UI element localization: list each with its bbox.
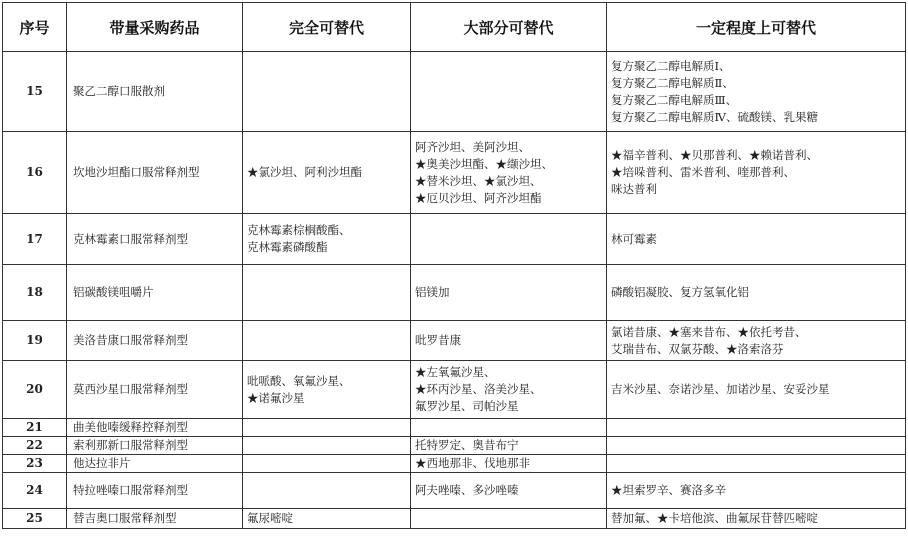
- fully-replaceable-cell: [243, 361, 411, 419]
- mostly-replaceable-cell-line: 阿齐沙坦、美阿沙坦、: [415, 139, 530, 154]
- procured-drug-cell: 坎地沙坦酯口服常释剂型: [67, 132, 243, 214]
- fully-replaceable-cell: [243, 455, 411, 473]
- row-number: 23: [3, 455, 67, 473]
- row-number: 21: [3, 419, 67, 437]
- mostly-replaceable-cell-line: ★左氧氟沙星、: [415, 365, 496, 379]
- partially-replaceable-cell-line: 林可霉素: [611, 231, 657, 246]
- partially-replaceable-cell-line: 复方聚乙二醇电解质Ⅱ、: [611, 75, 734, 90]
- fully-replaceable-cell: [243, 473, 411, 509]
- procured-drug-cell: 特拉唑嗪口服常释剂型: [67, 473, 243, 509]
- fully-replaceable-cell: [243, 265, 411, 321]
- partially-replaceable-cell-line: 咪达普利: [611, 182, 657, 196]
- partially-replaceable-cell-line: ★培哚普利、雷米普利、喹那普利、: [611, 165, 795, 179]
- mostly-replaceable-cell: [411, 214, 607, 265]
- row-number: 22: [3, 437, 67, 455]
- header-fully-replaceable: 完全可替代: [243, 3, 411, 52]
- partially-replaceable-cell: [607, 321, 906, 361]
- mostly-replaceable-cell: [411, 361, 607, 419]
- mostly-replaceable-cell-line: ★西地那非、伐地那非: [415, 456, 530, 470]
- fully-replaceable-cell-line: ★诺氟沙星: [247, 390, 305, 405]
- table-row: [3, 321, 906, 361]
- partially-replaceable-cell-line: 吉米沙星、奈诺沙星、加诺沙星、安妥沙星: [611, 382, 830, 396]
- mostly-replaceable-cell-line: ★奥美沙坦酯、★缬沙坦、: [415, 156, 553, 171]
- mostly-replaceable-cell: [411, 473, 607, 509]
- fully-replaceable-cell: [243, 437, 411, 455]
- mostly-replaceable-cell: [411, 52, 607, 132]
- mostly-replaceable-cell-line: ★环丙沙星、洛美沙星、: [415, 382, 542, 396]
- procured-drug-cell: 替吉奥口服常释剂型: [67, 509, 243, 529]
- table-row: [3, 473, 906, 509]
- procured-drug-cell: 曲美他嗪缓释控释剂型: [67, 419, 243, 437]
- fully-replaceable-cell: [243, 214, 411, 265]
- fully-replaceable-cell-line: 克林霉素棕榈酸酯、: [247, 223, 351, 237]
- partially-replaceable-cell-line: 复方聚乙二醇电解质Ⅲ、: [611, 92, 738, 107]
- mostly-replaceable-cell: [411, 419, 607, 437]
- partially-replaceable-cell-line: ★坦索罗辛、赛洛多辛: [611, 483, 726, 497]
- row-number: 17: [3, 214, 67, 265]
- table-row: [3, 455, 906, 473]
- table-row: [3, 437, 906, 455]
- mostly-replaceable-cell-line: ★厄贝沙坦、阿齐沙坦酯: [415, 190, 542, 205]
- procured-drug-cell: 他达拉非片: [67, 455, 243, 473]
- partially-replaceable-cell-line: 复方聚乙二醇电解质Ⅰ、: [611, 58, 731, 73]
- row-number: 19: [3, 321, 67, 361]
- header-row: [3, 3, 906, 52]
- mostly-replaceable-cell-line: 阿夫唑嗪、多沙唑嗪: [415, 483, 519, 497]
- partially-replaceable-cell-line: 磷酸铝凝胶、复方氢氧化铝: [611, 285, 749, 299]
- header-procured-drug: 带量采购药品: [67, 3, 243, 52]
- partially-replaceable-cell: [607, 265, 906, 321]
- row-number: 18: [3, 265, 67, 321]
- header-partially-replaceable: 一定程度上可替代: [607, 3, 906, 52]
- procured-drug-cell: 索利那新口服常释剂型: [67, 437, 243, 455]
- partially-replaceable-cell-line: ★福辛普利、★贝那普利、★赖诺普利、: [611, 148, 818, 162]
- fully-replaceable-cell-line: ★氯沙坦、阿利沙坦酯: [247, 165, 362, 179]
- table-row: [3, 419, 906, 437]
- mostly-replaceable-cell: [411, 437, 607, 455]
- partially-replaceable-cell: [607, 419, 906, 437]
- fully-replaceable-cell-line: 氟尿嘧啶: [247, 511, 293, 525]
- fully-replaceable-cell: [243, 419, 411, 437]
- table-row: [3, 265, 906, 321]
- fully-replaceable-cell: [243, 509, 411, 529]
- drug-substitution-table: [2, 2, 906, 529]
- mostly-replaceable-cell-line: ★替米沙坦、★氯沙坦、: [415, 173, 542, 188]
- partially-replaceable-cell: [607, 437, 906, 455]
- partially-replaceable-cell: [607, 509, 906, 529]
- mostly-replaceable-cell: [411, 455, 607, 473]
- mostly-replaceable-cell: [411, 265, 607, 321]
- partially-replaceable-cell-line: 氯诺昔康、★塞来昔布、★依托考昔、: [611, 324, 807, 339]
- partially-replaceable-cell: [607, 473, 906, 509]
- mostly-replaceable-cell-line: 托特罗定、奥昔布宁: [415, 438, 519, 452]
- table-row: [3, 52, 906, 132]
- procured-drug-cell: 克林霉素口服常释剂型: [67, 214, 243, 265]
- row-number: 20: [3, 361, 67, 419]
- table-row: [3, 509, 906, 529]
- partially-replaceable-cell: [607, 455, 906, 473]
- partially-replaceable-cell: [607, 132, 906, 214]
- mostly-replaceable-cell-line: 吡罗昔康: [415, 333, 461, 347]
- mostly-replaceable-cell: [411, 509, 607, 529]
- mostly-replaceable-cell-line: 氟罗沙星、司帕沙星: [415, 399, 519, 413]
- table-row: [3, 361, 906, 419]
- header-mostly-replaceable: 大部分可替代: [411, 3, 607, 52]
- table-row: [3, 132, 906, 214]
- mostly-replaceable-cell: [411, 321, 607, 361]
- mostly-replaceable-cell-line: 铝镁加: [415, 285, 450, 299]
- partially-replaceable-cell-line: 替加氟、★卡培他滨、曲氟尿苷替匹嘧啶: [611, 511, 818, 525]
- fully-replaceable-cell: [243, 321, 411, 361]
- fully-replaceable-cell-line: 克林霉素磷酸酯: [247, 240, 328, 254]
- mostly-replaceable-cell: [411, 132, 607, 214]
- procured-drug-cell: 莫西沙星口服常释剂型: [67, 361, 243, 419]
- partially-replaceable-cell-line: 复方聚乙二醇电解质Ⅳ、硫酸镁、乳果糖: [611, 109, 818, 124]
- fully-replaceable-cell-line: 吡哌酸、氧氟沙星、: [247, 373, 351, 388]
- row-number: 15: [3, 52, 67, 132]
- row-number: 24: [3, 473, 67, 509]
- fully-replaceable-cell: [243, 132, 411, 214]
- partially-replaceable-cell: [607, 361, 906, 419]
- partially-replaceable-cell: [607, 52, 906, 132]
- partially-replaceable-cell-line: 艾瑞昔布、双氯芬酸、★洛索洛芬: [611, 341, 784, 356]
- table-row: [3, 214, 906, 265]
- partially-replaceable-cell: [607, 214, 906, 265]
- procured-drug-cell: 聚乙二醇口服散剂: [67, 52, 243, 132]
- procured-drug-cell: 美洛昔康口服常释剂型: [67, 321, 243, 361]
- procured-drug-cell: 铝碳酸镁咀嚼片: [67, 265, 243, 321]
- fully-replaceable-cell: [243, 52, 411, 132]
- header-number: 序号: [3, 3, 67, 52]
- row-number: 16: [3, 132, 67, 214]
- row-number: 25: [3, 509, 67, 529]
